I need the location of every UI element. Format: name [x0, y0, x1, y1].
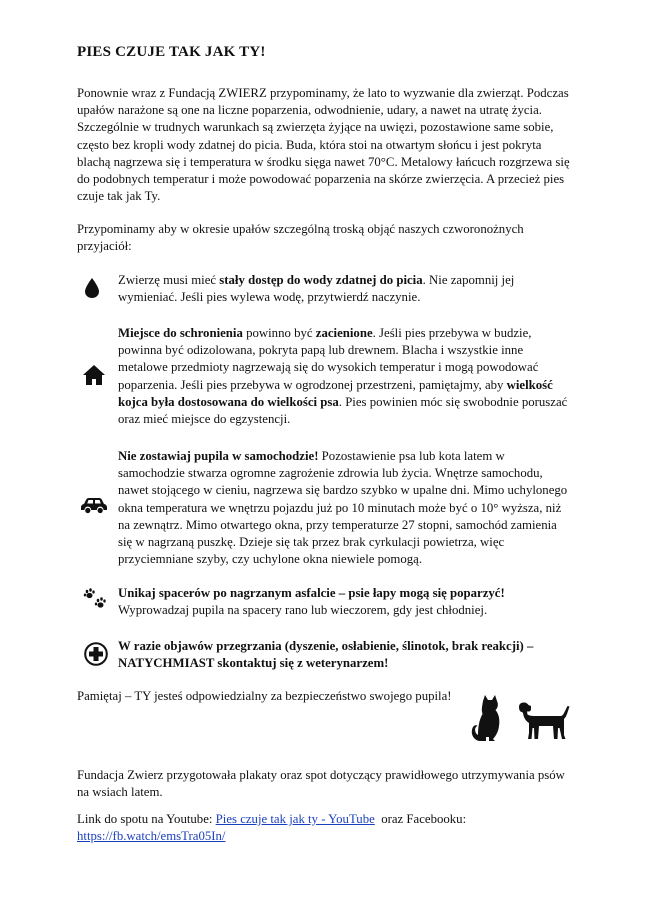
closing-text: Pamiętaj – TY jesteś odpowiedzialny za bezpieczeństwo swojego pupila! — [77, 689, 452, 703]
page-title: PIES CZUJE TAK JAK TY! — [77, 44, 266, 60]
tip-vet-text: W razie objawów przegrzania (dyszenie, osłabienie, ślinotok, brak reakcji) – NATYCHMIAST skontaktuj się z weterynarzem! — [118, 639, 534, 671]
intro-paragraph: Ponownie wraz z Fundacją ZWIERZ przypominamy, że lato to wyzwanie dla zwierząt. Podczas upałów narażone są one na liczne poparzenia, odwodnienie, udary, a nawet na utratę życia. Szczególnie w trudnych warunkach są zwierzęta żyjące na uwięzi, pozostawione same sobie, często bez kropli wody zdatnej do picia. Buda, która stoi na otwartym słońcu i jest pokryta blachą nagrzewa się i temperatura w środku sięga nawet 70°C. Metalowy łańcuch rozgrzewa się do podobnych temperatur i może powodować poparzenia na skórze zwierzęcia. A przecież pies czuje tak jak Ty. — [77, 86, 570, 204]
tip-car-text: Nie zostawiaj pupila w samochodzie! Pozostawienie psa lub kota latem w samochodzie stwarza ogromne zagrożenie zdrowia lub życia. Wnętrze samochodu, nawet stojącego w cieniu, nagrzewa się bardzo szybko w upalne dni. Mimo uchylonego okna temperatura we wnętrzu pojazdu już po 10 minutach może być o 10° wyższa, niż na zewnątrz. Mimo otwartego okna, przy temperaturze 27 stopni, samochód zamienia się w nagrzaną puszkę. Dzieje się tak przez brak cyrkulacji powietrza, więc przyciemniane szyby, czy uchylone okna niewiele pomogą. — [118, 449, 568, 567]
house-icon — [83, 365, 105, 385]
facebook-link[interactable]: https://fb.watch/emsTra05In/ — [77, 829, 226, 844]
reminder-paragraph: Przypominamy aby w okresie upałów szczególną troską objąć naszych czworonożnych przyjaciół: — [77, 222, 524, 254]
links-paragraph: Link do spotu na Youtube: Pies czuje tak jak ty - YouTube oraz Facebooku: https://fb.watch/emsTra05In/ — [77, 812, 470, 844]
paw-prints-icon — [83, 588, 107, 612]
tip-water-text: Zwierzę musi mieć stały dostęp do wody zdatnej do picia. Nie zapomnij jej wymieniać. Jeśli pies wylewa wodę, przytwierdź naczynie. — [118, 273, 515, 305]
youtube-link[interactable]: Pies czuje tak jak ty - YouTube — [215, 812, 375, 826]
foundation-paragraph: Fundacja Zwierz przygotowała plakaty oraz spot dotyczący prawidłowego utrzymywania psów na wsiach latem. — [77, 768, 565, 800]
medical-cross-icon — [84, 642, 108, 666]
car-icon — [81, 498, 107, 514]
water-drop-icon — [85, 278, 99, 298]
tip-shelter-text: Miejsce do schronienia powinno być zacienione. Jeśli pies przebywa w budzie, powinna być odizolowana, pokryta papą lub drewnem. Blacha i wszystkie inne metalowe przedmioty nagrzewają się do wysokich temperatur i mogą powodować poparzenia. Jeśli pies przebywa w ogrodzonej przestrzeni, pamiętajmy, aby wielkość kojca była dostosowana do wielkości psa. Pies powinien móc się swobodnie poruszać oraz mieć miejsce do egzystencji. — [118, 326, 568, 427]
tip-asphalt-text: Unikaj spacerów po nagrzanym asfalcie – psie łapy mogą się poparzyć! Wyprowadzaj pupila na spacery rano lub wieczorem, gdy jest chłodniej. — [118, 586, 505, 618]
cat-and-dog-icon — [469, 695, 573, 743]
